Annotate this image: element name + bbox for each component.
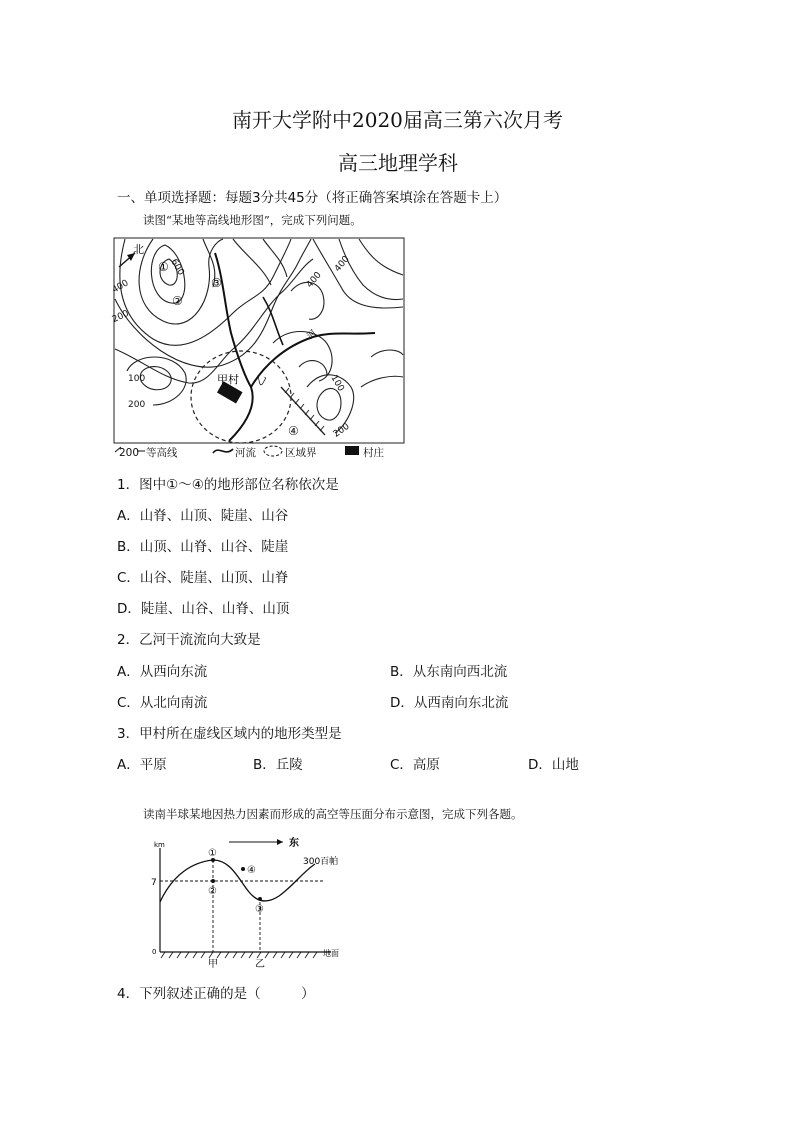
isobar-intro: 读南半球某地因热力因素而形成的高空等压面分布示意图，完成下列各题。 (143, 807, 523, 821)
question-2-option-d[interactable]: D．从西南向东北流 (390, 695, 509, 711)
legend-river-text: 河流 (235, 447, 256, 459)
section-heading: 一、单项选择题：每题3分共45分（将正确答案填涂在答题卡上） (117, 190, 508, 206)
east-label: 东 (289, 838, 299, 849)
question-3-option-d[interactable]: D．山地 (528, 757, 579, 773)
contour-label: 200 (110, 308, 131, 326)
legend-village-text: 村庄 (363, 447, 384, 459)
origin-label: 0 (152, 948, 157, 956)
river-label: 河 (305, 328, 319, 342)
contour-label: 100 (128, 374, 146, 384)
contour-label: 200 (331, 421, 352, 440)
question-3-option-a[interactable]: A．平原 (117, 757, 167, 773)
question-1-option-d[interactable]: D．陡崖、山谷、山脊、山顶 (117, 601, 290, 617)
point-1: ① (208, 848, 217, 859)
point-3: ③ (255, 904, 264, 915)
map-legend (115, 446, 384, 459)
point-4: ④ (247, 865, 256, 876)
question-1-option-a[interactable]: A．山脊、山顶、陡崖、山谷 (117, 508, 289, 524)
marker-2: ② (172, 294, 183, 308)
question-4-stem: 4．下列叙述正确的是（ ） (117, 986, 315, 1002)
site-jia: 甲 (208, 959, 218, 970)
question-3-option-c[interactable]: C．高原 (390, 757, 440, 773)
page-title: 南开大学附中2020届高三第六次月考 (232, 108, 563, 132)
isobar-label: 300百帕 (303, 857, 339, 867)
river-label: 乙 (252, 371, 270, 388)
map-intro: 读图“某地等高线地形图”，完成下列问题。 (143, 213, 362, 227)
marker-1: ① (158, 260, 169, 274)
question-2-stem: 2．乙河干流流向大致是 (117, 632, 261, 648)
legend-contour-text: 等高线 (146, 447, 178, 459)
contour-label: 100 (328, 373, 346, 394)
question-2-option-b[interactable]: B．从东南向西北流 (390, 664, 508, 680)
site-yi: 乙 (255, 959, 265, 970)
marker-3: ③ (211, 276, 222, 290)
question-2-option-c[interactable]: C．从北向南流 (117, 695, 208, 711)
question-1-option-b[interactable]: B．山顶、山脊、山谷、陡崖 (117, 539, 289, 555)
isobar-diagram (143, 834, 353, 970)
question-1-stem: 1．图中①～④的地形部位名称依次是 (117, 477, 339, 493)
contour-label: 600 (168, 257, 186, 278)
question-1-option-c[interactable]: C．山谷、陡崖、山顶、山脊 (117, 570, 289, 586)
point-2: ② (208, 886, 217, 897)
question-3-stem: 3．甲村所在虚线区域内的地形类型是 (117, 726, 342, 742)
question-3-option-b[interactable]: B．丘陵 (253, 757, 303, 773)
contour-label: 400 (333, 254, 352, 274)
legend-boundary-text: 区域界 (285, 447, 317, 459)
contour-label: 400 (110, 278, 131, 296)
y-axis-tick: 7 (151, 878, 157, 888)
question-2-option-a[interactable]: A．从西向东流 (117, 664, 208, 680)
legend-contour-value: 200 (119, 447, 140, 459)
page-subtitle: 高三地理学科 (338, 151, 458, 175)
north-label: 北 (133, 243, 144, 256)
marker-4: ④ (288, 424, 299, 438)
village-label: 甲村 (217, 373, 239, 386)
contour-map (110, 237, 405, 460)
ground-label: 地面 (323, 949, 339, 958)
contour-label: 200 (128, 400, 146, 410)
y-axis-unit: km (154, 841, 165, 849)
contour-label: 400 (305, 270, 324, 290)
